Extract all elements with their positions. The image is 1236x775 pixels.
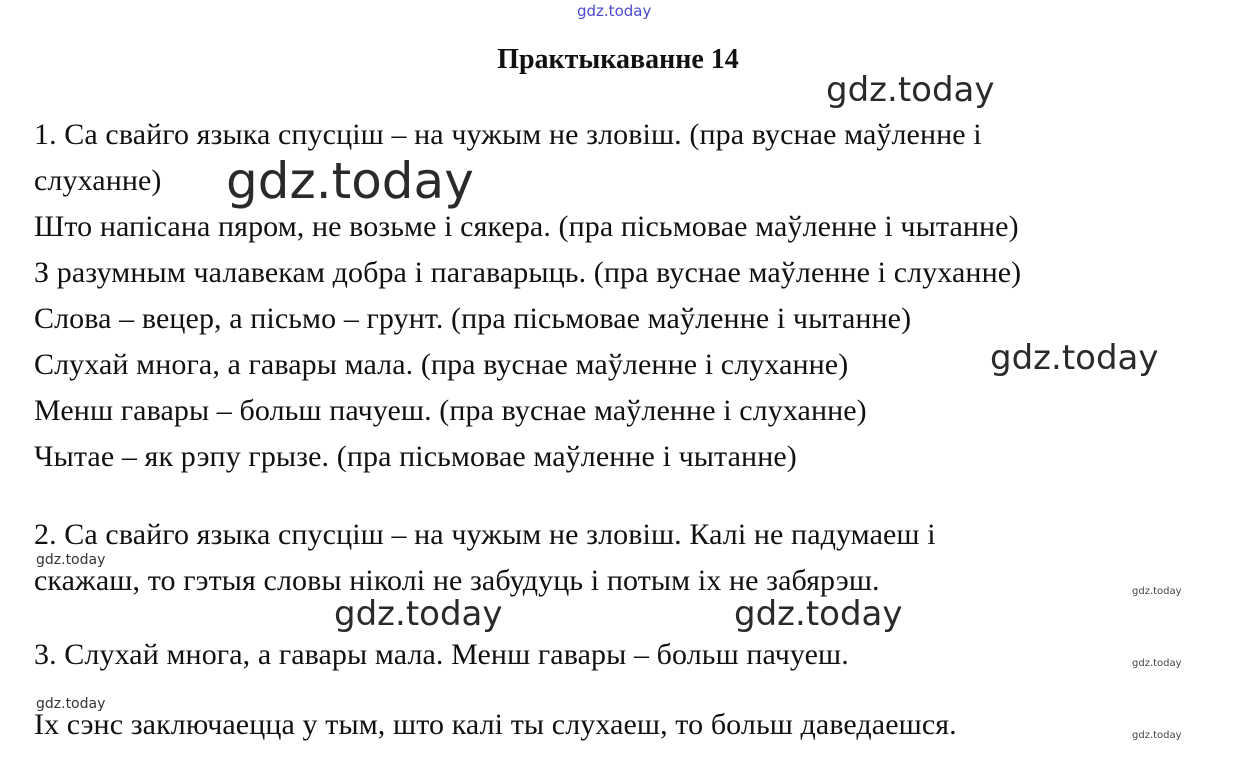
text-line: Слухай многа, а гавары мала. (пра вуснае маўленне і слуханне): [34, 348, 849, 381]
watermark: gdz.today: [734, 594, 903, 634]
page-title: Практыкаванне 14: [497, 44, 739, 75]
watermark-small: gdz.today: [36, 696, 106, 712]
text-line: скажаш, то гэтыя словы ніколі не забудуць і потым іх не забярэш.: [34, 564, 880, 597]
text-line: Слова – вецер, а пісьмо – грунт. (пра пісьмовае маўленне і чытанне): [34, 302, 912, 335]
watermark-top: gdz.today: [577, 2, 652, 20]
watermark-tiny: gdz.today: [1132, 658, 1182, 669]
text-line: Менш гавары – больш пачуеш. (пра вуснае маўленне і слуханне): [34, 394, 867, 427]
watermark: gdz.today: [826, 70, 995, 110]
watermark: gdz.today: [334, 594, 503, 634]
text-line: 2. Са свайго языка спусціш – на чужым не зловіш. Калі не падумаеш і: [34, 518, 936, 551]
watermark-tiny: gdz.today: [1132, 586, 1182, 597]
watermark-large: gdz.today: [226, 152, 474, 210]
watermark-tiny: gdz.today: [1132, 730, 1182, 741]
text-line: 1. Са свайго языка спусціш – на чужым не зловіш. (пра вуснае маўленне і: [34, 118, 982, 151]
watermark-small: gdz.today: [36, 552, 106, 568]
watermark: gdz.today: [990, 338, 1159, 378]
text-line: слуханне): [34, 164, 162, 197]
text-line: Чытае – як рэпу грызе. (пра пісьмовае маўленне і чытанне): [34, 440, 797, 473]
text-line: Іх сэнс заключаецца у тым, што калі ты слухаеш, то больш даведаешся.: [34, 708, 957, 741]
text-line: 3. Слухай многа, а гавары мала. Менш гавары – больш пачуеш.: [34, 638, 849, 671]
text-line: Што напісана пяром, не возьме і сякера. (пра пісьмовае маўленне і чытанне): [34, 210, 1019, 243]
text-line: З разумным чалавекам добра і пагаварыць. (пра вуснае маўленне і слуханне): [34, 256, 1022, 289]
